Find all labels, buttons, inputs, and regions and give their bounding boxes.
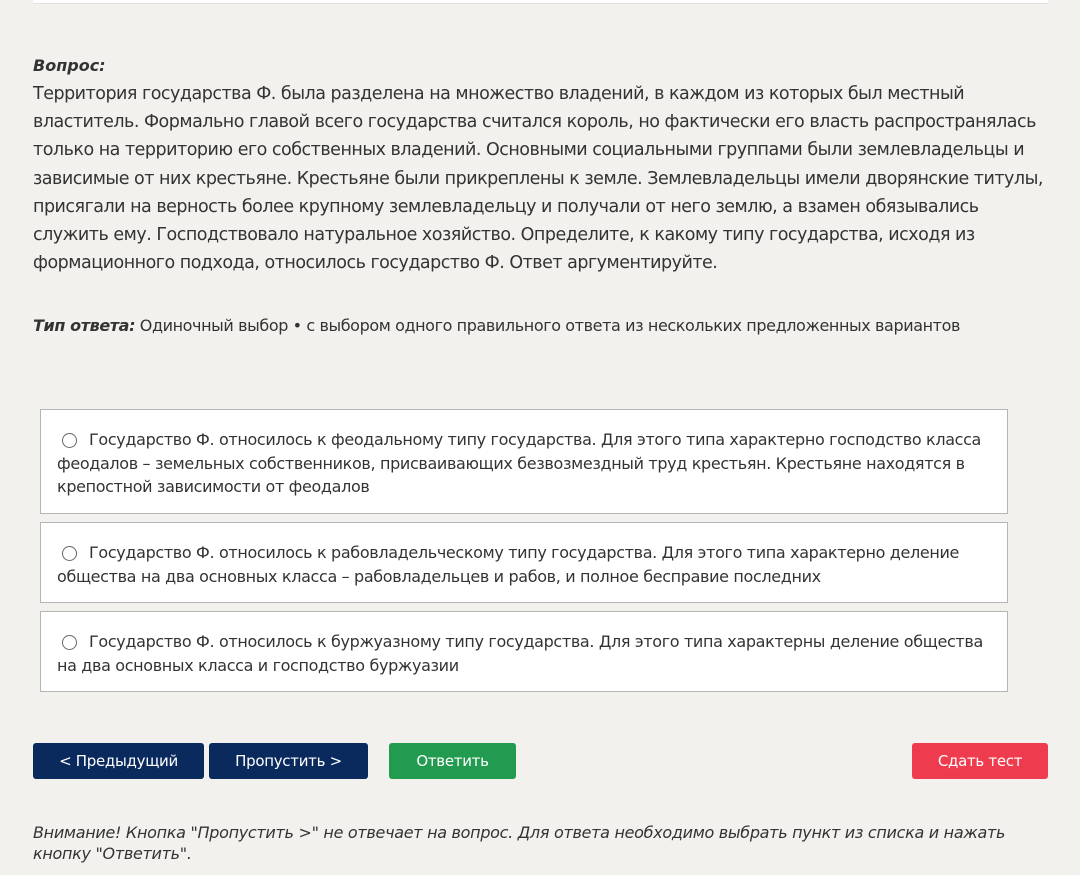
answer-button[interactable]: Ответить [389,743,516,779]
radio-button-icon[interactable] [62,433,77,448]
finish-test-button[interactable]: Сдать тест [912,743,1048,779]
answer-type [33,316,960,335]
radio-button-icon[interactable] [62,635,77,650]
answer-option-text: Государство Ф. относилось к феодальному типу государства. Для этого типа характерно господство класса феодалов – земельных собственников, присваивающих безвозмездный труд крестьян. Крестьяне находятся в крепостной зависимости от феодалов [57,430,981,496]
previous-button[interactable]: < Предыдущий [33,743,204,779]
question-label: Вопрос: [33,56,106,75]
answer-option-text: Государство Ф. относилось к рабовладельческому типу государства. Для этого типа характерно деление общества на два основных класса – рабовладельцев и рабов, и полное бесправие последних [57,543,960,586]
answer-type-value: Одиночный выбор • с выбором одного правильного ответа из нескольких предложенных вариантов [139,316,961,335]
top-panel [33,0,1048,4]
answer-option-text: Государство Ф. относилось к буржуазному типу государства. Для этого типа характерны деление общества на два основных класса и господство буржуазии [57,632,983,675]
warning-note: Внимание! Кнопка "Пропустить >" не отвечает на вопрос. Для ответа необходимо выбрать пункт из списка и нажать кнопку "Ответить". [33,823,1006,863]
answer-option-3[interactable] [40,611,1008,692]
answer-option-2[interactable] [40,522,1008,603]
answer-type-label: Тип ответа: [33,316,136,335]
skip-button[interactable]: Пропустить > [209,743,368,779]
radio-button-icon[interactable] [62,546,77,561]
answer-option-1[interactable] [40,409,1008,514]
question-text: Территория государства Ф. была разделена на множество владений, в каждом из которых был местный властитель. Формально главой всего государства считался король, но фактически его власть распространялась только на территорию его собственных владений. Основными социальными группами были землевладельцы и зависимые от них крестьяне. Крестьяне были прикреплены к земле. Землевладельцы имели дворянские титулы, присягали на верность более крупному землевладельцу и получали от него землю, а взамен обязывались служить ему. Господствовало натуральное хозяйство. Определите, к какому типу государства, исходя из формационного подхода, относилось государство Ф. Ответ аргументируйте. [33,84,1043,274]
